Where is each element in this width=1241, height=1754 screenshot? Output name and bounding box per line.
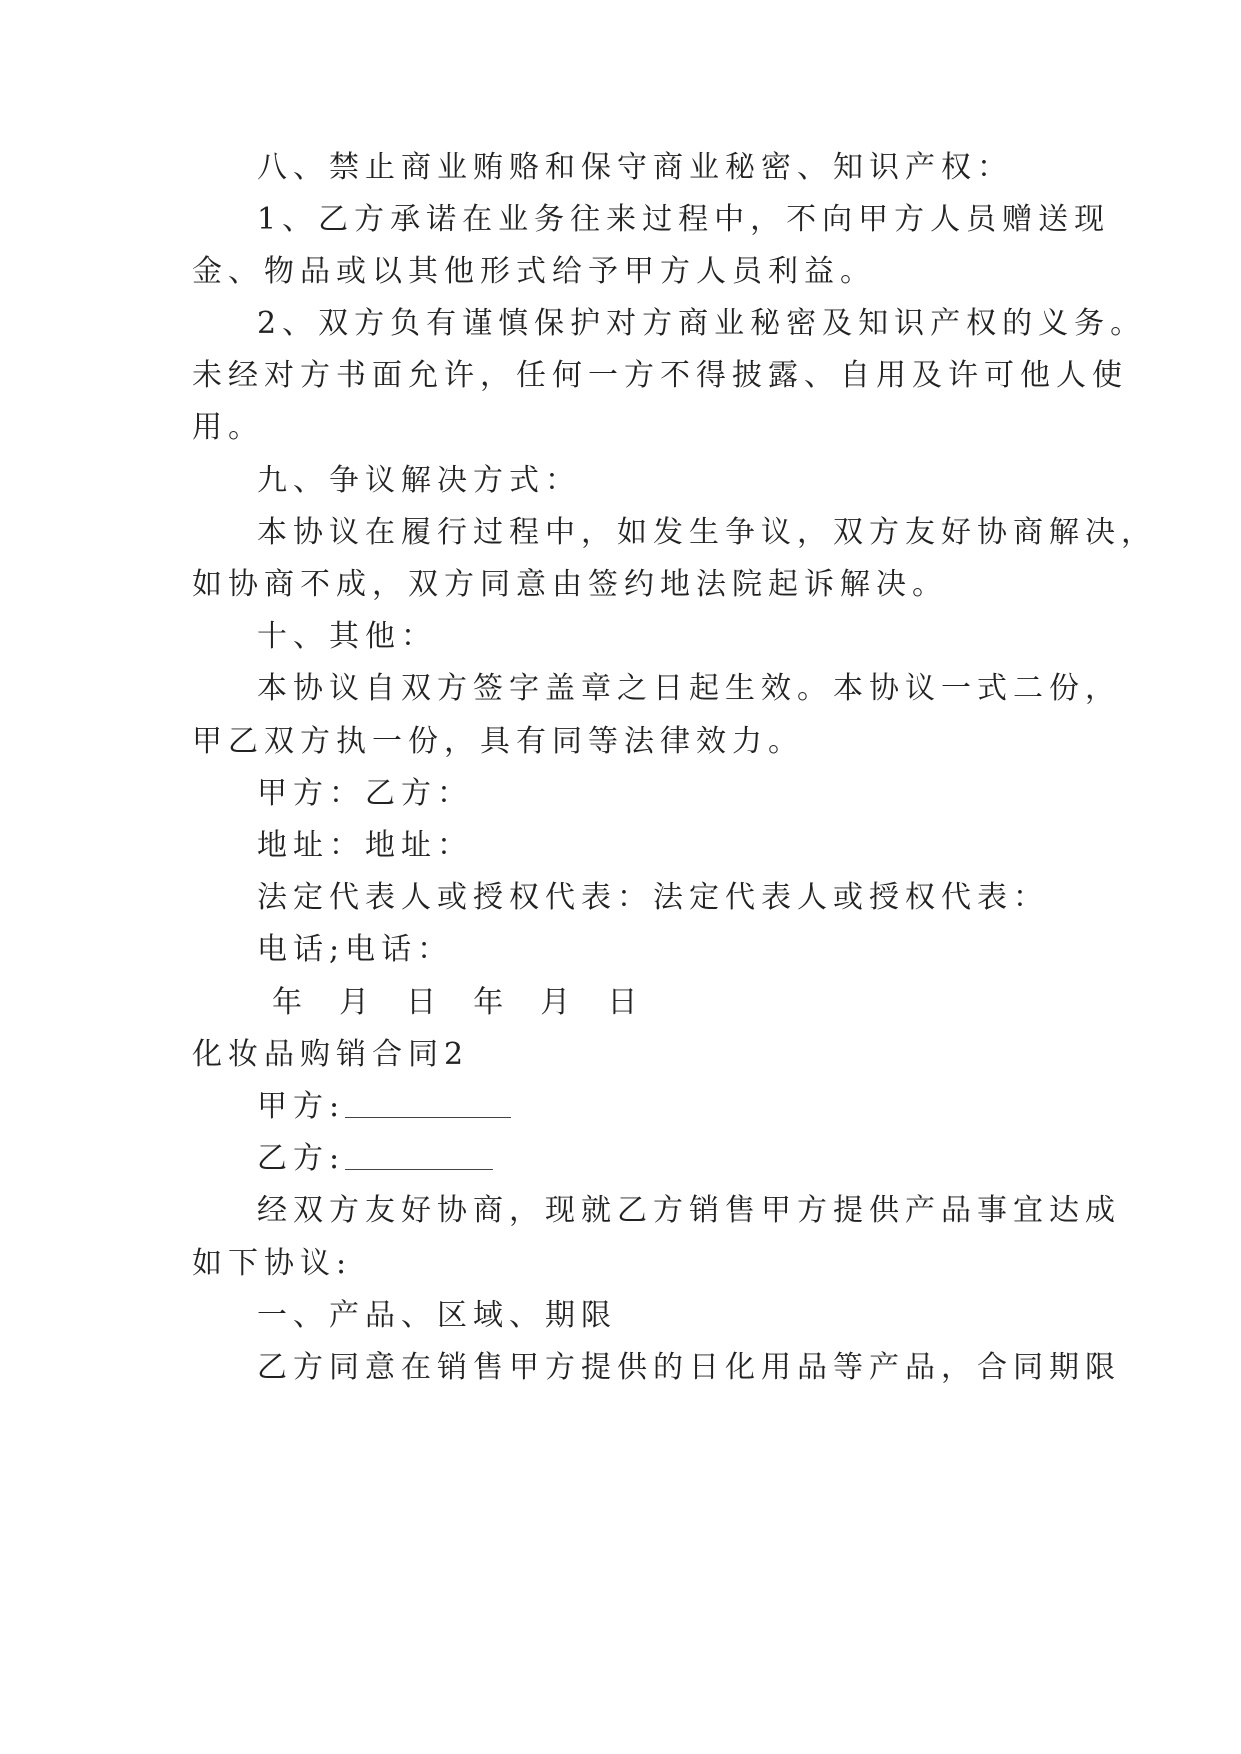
paragraph-line: 1、乙方承诺在业务往来过程中，不向甲方人员赠送现 [257, 202, 1111, 237]
section-9-heading: 九、争议解决方式： [257, 463, 581, 498]
paragraph-line: 本协议在履行过程中，如发生争议，双方友好协商解决， [257, 515, 1157, 550]
section-8-heading: 八、禁止商业贿赂和保守商业秘密、知识产权： [257, 150, 1013, 185]
date-line: 年 月 日 年 月 日 [272, 985, 644, 1020]
contract-title: 化妆品购销合同2 [192, 1037, 470, 1072]
paragraph-line: 如协商不成，双方同意由签约地法院起诉解决。 [192, 567, 948, 602]
paragraph-line: 金、物品或以其他形式给予甲方人员利益。 [192, 254, 876, 289]
address-line: 地址：地址： [257, 828, 473, 863]
party-a-blank [345, 1089, 511, 1118]
paragraph-line: 未经对方书面允许，任何一方不得披露、自用及许可他人使 [192, 358, 1128, 393]
paragraph-line: 用。 [192, 410, 264, 445]
paragraph-line: 本协议自双方签字盖章之日起生效。本协议一式二份， [257, 671, 1121, 706]
party-b-label: 乙方: [257, 1141, 346, 1176]
paragraph-line: 2、双方负有谨慎保护对方商业秘密及知识产权的义务。 [257, 306, 1147, 341]
paragraph-line: 甲乙双方执一份，具有同等法律效力。 [192, 724, 804, 759]
section-10-heading: 十、其他： [257, 619, 437, 654]
paragraph-line: 乙方同意在销售甲方提供的日化用品等产品，合同期限 [257, 1350, 1121, 1385]
party-line: 甲方：乙方： [257, 776, 473, 811]
phone-line: 电话;电话： [257, 932, 454, 967]
representative-line: 法定代表人或授权代表：法定代表人或授权代表： [257, 880, 1049, 915]
section-1-heading: 一、产品、区域、期限 [257, 1298, 617, 1333]
paragraph-line: 如下协议: [192, 1246, 353, 1281]
party-b-blank [345, 1141, 493, 1170]
party-a-label: 甲方: [257, 1089, 346, 1124]
party-b-line [257, 1139, 493, 1179]
paragraph-line: 经双方友好协商，现就乙方销售甲方提供产品事宜达成 [257, 1193, 1121, 1228]
party-a-line [257, 1087, 511, 1127]
